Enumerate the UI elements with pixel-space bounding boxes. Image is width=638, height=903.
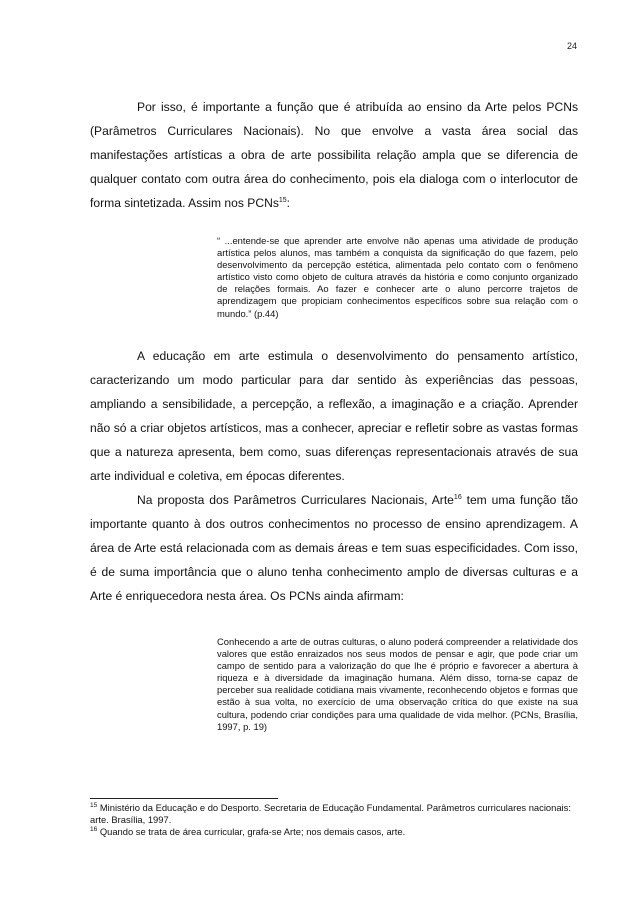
footnote-15 — [90, 802, 578, 826]
page-number: 24 — [566, 41, 577, 51]
footnote-16-marker: 16 — [90, 825, 98, 833]
footnotes — [90, 802, 578, 838]
paragraph-3-end: tem uma função tão importante quanto à dos outros conhecimentos no processo de ensino aprendizagem. A área de Arte está relacionada com as demais áreas e tem suas especificidades. Com isso, é de suma importância que o aluno tenha conhecimento amplo de diversas culturas e a Arte é enriquecedora nesta área. Os PCNs ainda afirmam: — [90, 493, 579, 604]
footnote-15-marker: 15 — [90, 801, 98, 809]
block-quote-2: Conhecendo a arte de outras culturas, o aluno poderá compreender a relatividade dos valores que estão enraizados nos seus modos de pensar e agir, que pode criar um campo de sentido para a valorização do que lhe é próprio e favorecer a abertura à riqueza e à diversidade da imaginação humana. Além disso, torna-se capaz de perceber sua realidade cotidiana mais vivamente, reconhecendo objetos e formas que estão à sua volta, no exercício de uma observação crítica do que existe na sua cultura, podendo criar condições para uma qualidade de vida melhor. (PCNs, Brasília, 1997, p. 19) — [217, 636, 578, 732]
paragraph-3-text: Na proposta dos Parâmetros Curriculares Nacionais, Arte — [137, 493, 454, 507]
paragraph-2: A educação em arte estimula o desenvolvimento do pensamento artístico, caracterizando um modo particular para dar sentido às experiências das pessoas, ampliando a sensibilidade, a percepção, a reflexão, a imaginação e a criação. Aprender não só a criar objetos artísticos, mas a conhecer, apreciar e refletir sobre as vastas formas que a natureza apresenta, bem como, suas diferenças representacionais através de sua arte individual e coletiva, em épocas diferentes. — [90, 349, 578, 484]
paragraph-3 — [90, 488, 578, 608]
paragraph-1 — [90, 95, 578, 215]
footnote-16-text: Quando se trata de área curricular, grafa-se Arte; nos demais casos, arte. — [97, 826, 406, 837]
footnote-16 — [90, 826, 578, 838]
block-quote-1: “ ...entende-se que aprender arte envolve não apenas uma atividade de produção artística pelos alunos, mas também a conquista da significação do que fazem, pelo desenvolvimento da percepção estética, alimentada pelo contato com o fenômeno artístico visto como objeto de cultura através da história e como conjunto organizado de relações formais. Ao fazer e conhecer arte o aluno percorre trajetos de aprendizagem que propiciam conhecimentos específicos sobre sua relação com o mundo.” (p.44) — [217, 235, 578, 319]
footnote-ref-16[interactable]: 16 — [453, 493, 462, 501]
paragraph-1-text: Por isso, é importante a função que é atribuída ao ensino da Arte pelos PCNs (Parâmetros Curriculares Nacionais). No que envolve a vasta área social das manifestações artísticas a obra de arte possibilita relação ampla que se diferencia de qualquer contato com outra área do conhecimento, pois ela dialoga com o interlocutor de forma sintetizada. Assim nos PCNs — [90, 100, 578, 211]
footnote-divider — [90, 798, 278, 799]
paragraph-1-end: : — [286, 196, 291, 211]
footnote-ref-15[interactable]: 15 — [278, 197, 287, 205]
footnote-15-text: Ministério da Educação e do Desporto. Secretaria de Educação Fundamental. Parâmetros curriculares nacionais: arte. Brasília, 1997. — [90, 802, 571, 825]
